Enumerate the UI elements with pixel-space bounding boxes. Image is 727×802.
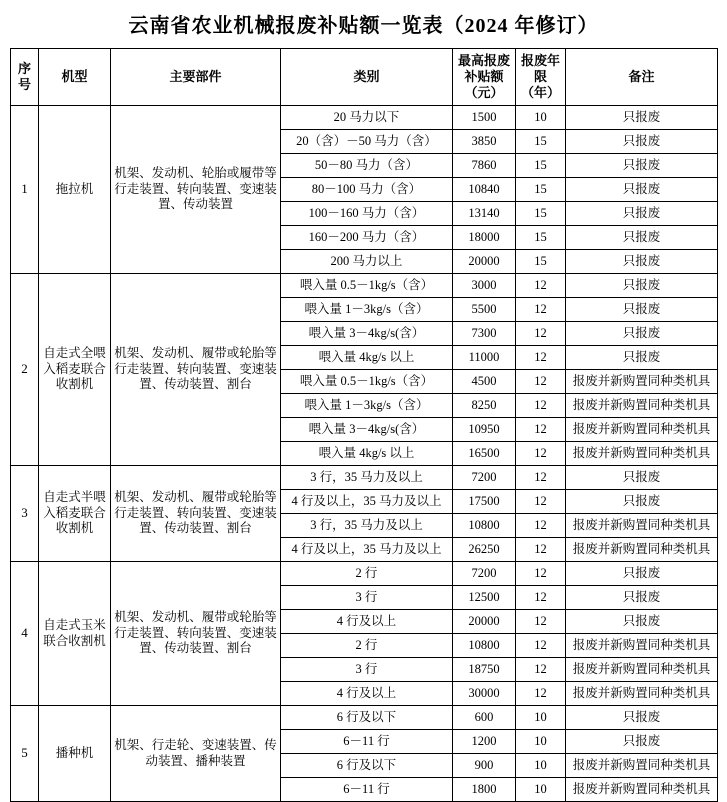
cell-amount: 1500 [453,106,516,130]
cell-amount: 10950 [453,418,516,442]
cell-category: 4 行及以上 [281,610,453,634]
cell-category: 3 行，35 马力及以上 [281,514,453,538]
cell-years: 12 [516,346,566,370]
cell-model: 播种机 [39,706,111,802]
cell-note: 只报废 [566,226,718,250]
cell-years: 12 [516,418,566,442]
cell-amount: 20000 [453,610,516,634]
cell-amount: 16500 [453,442,516,466]
cell-model: 自走式玉米联合收割机 [39,562,111,706]
cell-amount: 7860 [453,154,516,178]
table-header-row [11,49,718,106]
cell-amount: 18750 [453,658,516,682]
cell-years: 15 [516,130,566,154]
cell-note: 只报废 [566,298,718,322]
table-row [11,466,718,490]
cell-category: 喂入量 4kg/s 以上 [281,346,453,370]
cell-amount: 17500 [453,490,516,514]
cell-amount: 10800 [453,514,516,538]
cell-note: 只报废 [566,274,718,298]
column-header-note: 备注 [566,49,718,106]
cell-years: 12 [516,394,566,418]
cell-index: 1 [11,106,39,274]
cell-model: 自走式半喂入稻麦联合收割机 [39,466,111,562]
cell-parts: 机架、发动机、履带或轮胎等行走装置、转向装置、变速装置、传动装置、割台 [111,274,281,466]
cell-note: 只报废 [566,490,718,514]
cell-category: 3 行 [281,586,453,610]
cell-note: 报废并新购置同种类机具 [566,394,718,418]
table-row [11,562,718,586]
table-row [11,106,718,130]
cell-category: 6－11 行 [281,730,453,754]
cell-years: 12 [516,658,566,682]
cell-parts: 机架、行走轮、变速装置、传动装置、播种装置 [111,706,281,802]
cell-years: 10 [516,706,566,730]
cell-parts: 机架、发动机、履带或轮胎等行走装置、转向装置、变速装置、传动装置、割台 [111,562,281,706]
cell-category: 6－11 行 [281,778,453,802]
cell-category: 2 行 [281,634,453,658]
years-header-line-2: 限（年） [520,69,560,100]
cell-years: 12 [516,562,566,586]
column-header-parts: 主要部件 [111,49,281,106]
cell-note: 报废并新购置同种类机具 [566,442,718,466]
cell-category: 4 行及以上，35 马力及以上 [281,490,453,514]
cell-amount: 8250 [453,394,516,418]
cell-years: 12 [516,514,566,538]
cell-note: 只报废 [566,562,718,586]
cell-years: 10 [516,730,566,754]
cell-note: 报废并新购置同种类机具 [566,658,718,682]
table-row [11,274,718,298]
cell-years: 12 [516,370,566,394]
cell-category: 6 行及以下 [281,706,453,730]
cell-index: 4 [11,562,39,706]
cell-category: 160－200 马力（含） [281,226,453,250]
cell-index: 3 [11,466,39,562]
cell-years: 12 [516,610,566,634]
cell-note: 只报废 [566,202,718,226]
page-title: 云南省农业机械报废补贴额一览表（2024 年修订） [128,15,599,37]
cell-amount: 12500 [453,586,516,610]
cell-years: 12 [516,682,566,706]
cell-years: 15 [516,202,566,226]
cell-note: 只报废 [566,346,718,370]
amount-header-line-2: 补贴额 [464,69,504,85]
cell-index: 2 [11,274,39,466]
cell-amount: 10840 [453,178,516,202]
cell-years: 15 [516,178,566,202]
cell-years: 12 [516,298,566,322]
table-row [11,706,718,730]
cell-years: 12 [516,274,566,298]
cell-index: 5 [11,706,39,802]
cell-category: 4 行及以上 [281,682,453,706]
cell-category: 喂入量 3－4kg/s(含） [281,322,453,346]
cell-note: 报废并新购置同种类机具 [566,778,718,802]
cell-note: 只报废 [566,130,718,154]
cell-note: 报废并新购置同种类机具 [566,634,718,658]
cell-category: 200 马力以上 [281,250,453,274]
cell-amount: 600 [453,706,516,730]
cell-note: 只报废 [566,610,718,634]
cell-category: 50－80 马力（含） [281,154,453,178]
cell-note: 报废并新购置同种类机具 [566,754,718,778]
column-header-years [516,49,566,106]
cell-model: 自走式全喂入稻麦联合收割机 [39,274,111,466]
cell-category: 喂入量 3－4kg/s(含） [281,418,453,442]
cell-note: 只报废 [566,466,718,490]
cell-amount: 3850 [453,130,516,154]
table-body [11,106,718,802]
cell-category: 80－100 马力（含） [281,178,453,202]
cell-amount: 10800 [453,634,516,658]
cell-years: 10 [516,754,566,778]
cell-years: 15 [516,250,566,274]
cell-years: 12 [516,538,566,562]
cell-amount: 900 [453,754,516,778]
cell-amount: 18000 [453,226,516,250]
cell-category: 喂入量 1－3kg/s（含） [281,298,453,322]
cell-years: 12 [516,442,566,466]
cell-years: 15 [516,154,566,178]
cell-category: 20（含）－50 马力（含） [281,130,453,154]
cell-note: 只报废 [566,250,718,274]
cell-amount: 20000 [453,250,516,274]
cell-category: 喂入量 0.5－1kg/s（含） [281,274,453,298]
cell-note: 报废并新购置同种类机具 [566,514,718,538]
column-header-index: 序号 [11,49,39,106]
cell-amount: 4500 [453,370,516,394]
cell-parts: 机架、发动机、履带或轮胎等行走装置、转向装置、变速装置、传动装置、割台 [111,466,281,562]
cell-amount: 7200 [453,562,516,586]
cell-category: 20 马力以下 [281,106,453,130]
column-header-category: 类别 [281,49,453,106]
cell-years: 10 [516,778,566,802]
cell-years: 12 [516,466,566,490]
cell-note: 报废并新购置同种类机具 [566,370,718,394]
cell-category: 2 行 [281,562,453,586]
amount-header-line-3: （元） [464,84,504,100]
cell-note: 只报废 [566,322,718,346]
cell-category: 喂入量 0.5－1kg/s（含） [281,370,453,394]
cell-category: 3 行，35 马力及以上 [281,466,453,490]
cell-note: 只报废 [566,154,718,178]
cell-amount: 11000 [453,346,516,370]
cell-category: 3 行 [281,658,453,682]
cell-years: 10 [516,106,566,130]
cell-category: 100－160 马力（含） [281,202,453,226]
cell-category: 喂入量 1－3kg/s（含） [281,394,453,418]
column-header-amount [453,49,516,106]
amount-header-line-1: 最高报废 [457,53,510,69]
cell-note: 只报废 [566,106,718,130]
cell-note: 报废并新购置同种类机具 [566,682,718,706]
cell-category: 4 行及以上，35 马力及以上 [281,538,453,562]
cell-note: 只报废 [566,730,718,754]
subsidy-table [10,48,718,802]
cell-amount: 5500 [453,298,516,322]
cell-note: 报废并新购置同种类机具 [566,538,718,562]
cell-model: 拖拉机 [39,106,111,274]
cell-amount: 26250 [453,538,516,562]
cell-amount: 7300 [453,322,516,346]
cell-amount: 30000 [453,682,516,706]
cell-years: 12 [516,322,566,346]
cell-years: 15 [516,226,566,250]
cell-amount: 1800 [453,778,516,802]
cell-note: 只报废 [566,706,718,730]
cell-amount: 13140 [453,202,516,226]
cell-note: 报废并新购置同种类机具 [566,418,718,442]
table-container [10,48,717,802]
cell-years: 12 [516,586,566,610]
cell-category: 喂入量 4kg/s 以上 [281,442,453,466]
cell-amount: 7200 [453,466,516,490]
cell-years: 12 [516,634,566,658]
column-header-model: 机型 [39,49,111,106]
cell-note: 只报废 [566,586,718,610]
cell-category: 6 行及以下 [281,754,453,778]
cell-parts: 机架、发动机、轮胎或履带等行走装置、转向装置、变速装置、传动装置 [111,106,281,274]
cell-note: 只报废 [566,178,718,202]
cell-years: 12 [516,490,566,514]
cell-amount: 3000 [453,274,516,298]
years-header-line-1: 报废年 [520,53,560,69]
table-header [11,49,718,106]
cell-amount: 1200 [453,730,516,754]
